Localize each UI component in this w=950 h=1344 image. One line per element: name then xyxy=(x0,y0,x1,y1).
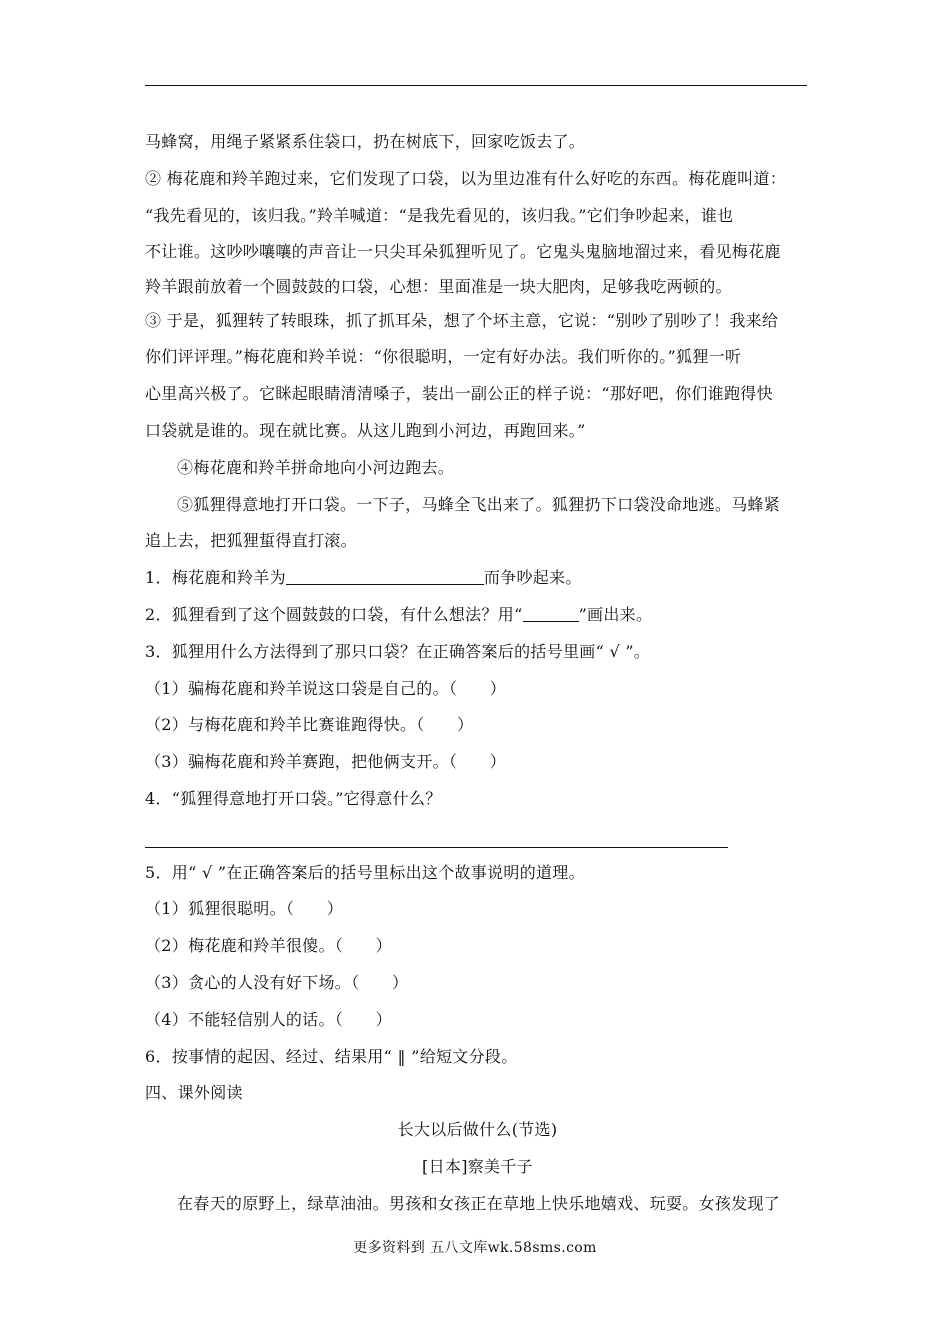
passage-line: ② 梅花鹿和羚羊跑过来，它们发现了口袋，以为里边准有什么好吃的东西。梅花鹿叫道： xyxy=(145,168,787,188)
question-5-option: （1）狐狸很聪明。（ ） xyxy=(145,899,344,919)
question-3: 3．狐狸用什么方法得到了那只口袋？在正确答案后的括号里画“ √ ”。 xyxy=(145,641,651,661)
question-6: 6．按事情的起因、经过、结果用“ ‖ ”给短文分段。 xyxy=(145,1046,518,1066)
passage-line: ③ 于是，狐狸转了转眼珠，抓了抓耳朵，想了个坏主意，它说：“别吵了别吵了！我来给 xyxy=(145,310,779,330)
question-4-answer-space xyxy=(145,818,810,855)
question-5: 5．用“ √ ”在正确答案后的括号里标出这个故事说明的道理。 xyxy=(145,862,585,882)
passage-line: 追上去，把狐狸蜇得直打滚。 xyxy=(145,531,357,551)
footer-source: 更多资料到 五八文库wk.58sms.com xyxy=(353,1240,597,1256)
reading-first-line: 在春天的原野上，绿草油油。男孩和女孩正在草地上快乐地嬉戏、玩耍。女孩发现了 xyxy=(177,1193,781,1213)
question-5-option: （2）梅花鹿和羚羊很傻。（ ） xyxy=(145,936,392,956)
question-5-option: （3）贪心的人没有好下场。（ ） xyxy=(145,973,409,993)
question-2 xyxy=(145,597,810,634)
question-1-suffix: 而争吵起来。 xyxy=(483,568,582,588)
passage-line: 马蜂窝，用绳子紧紧系住袋口，扔在树底下，回家吃饭去了。 xyxy=(145,132,586,151)
passage-line: ⑤狐狸得意地打开口袋。一下子，马蜂全飞出来了。狐狸扔下口袋没命地逃。马蜂紧 xyxy=(177,494,781,514)
document-body xyxy=(145,124,810,1223)
question-2-suffix: ”画出来。 xyxy=(578,605,653,625)
passage-line: 羚羊跟前放着一个圆鼓鼓的口袋，心想：里面准是一块大肥肉，足够我吃两顿的。 xyxy=(145,277,732,297)
question-3-option: （1）骗梅花鹿和羚羊说这口袋是自己的。（ ） xyxy=(145,678,507,698)
passage-line: 不让谁。这吵吵嚷嚷的声音让一只尖耳朵狐狸听见了。它鬼头鬼脑地溜过来，看见梅花鹿 xyxy=(145,242,781,262)
question-3-option: （2）与梅花鹿和羚羊比赛谁跑得快。（ ） xyxy=(145,715,474,735)
passage-line: ④梅花鹿和羚羊拼命地向小河边跑去。 xyxy=(177,457,455,477)
question-4: 4．“狐狸得意地打开口袋。”它得意什么？ xyxy=(145,789,442,809)
question-1-prefix: 1．梅花鹿和羚羊为 xyxy=(145,568,286,588)
reading-title: 长大以后做什么(节选) xyxy=(397,1120,558,1140)
reading-author: [日本]察美千子 xyxy=(422,1157,533,1177)
passage-line: 口袋就是谁的。现在就比赛。从这儿跑到小河边，再跑回来。” xyxy=(145,421,586,441)
passage-line: 心里高兴极了。它眯起眼睛清清嗓子，装出一副公正的样子说：“那好吧，你们谁跑得快 xyxy=(145,384,773,404)
question-2-prefix: 2．狐狸看到了这个圆鼓鼓的口袋，有什么想法？用“ xyxy=(145,605,523,625)
passage-line: 你们评评理。”梅花鹿和羚羊说：“你很聪明，一定有好办法。我们听你的。”狐狸一听 xyxy=(145,347,742,367)
question-3-option: （3）骗梅花鹿和羚羊赛跑，把他俩支开。（ ） xyxy=(145,752,507,772)
section-heading: 四、课外阅读 xyxy=(145,1083,243,1103)
question-2-mark xyxy=(523,603,579,622)
question-1 xyxy=(145,560,810,597)
question-4-answer-line[interactable] xyxy=(145,847,728,848)
passage-line: “我先看见的，该归我。”羚羊喊道：“是我先看见的，该归我。”它们争吵起来，谁也 xyxy=(145,205,734,225)
question-1-blank[interactable] xyxy=(286,566,484,585)
question-5-option: （4）不能轻信别人的话。（ ） xyxy=(145,1009,392,1029)
header-rule xyxy=(145,85,807,86)
